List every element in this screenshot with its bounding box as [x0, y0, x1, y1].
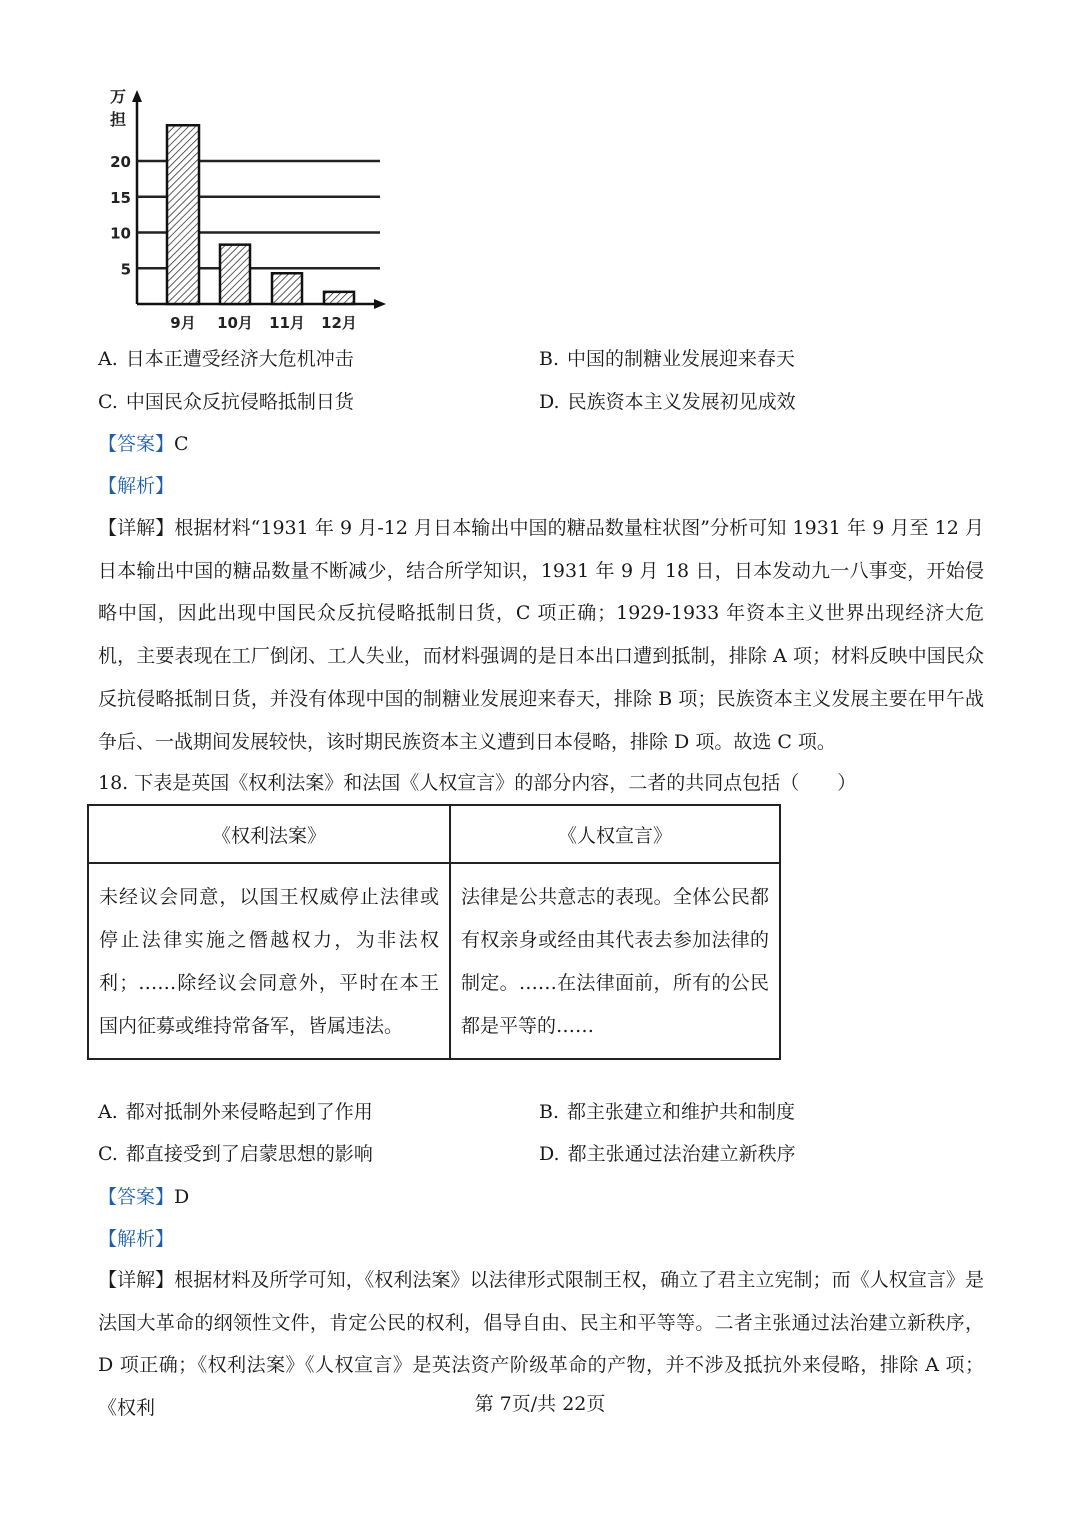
- x-tick-label: 9月: [170, 314, 196, 332]
- q17-detail: [98, 507, 984, 763]
- q17-analysis-tag: 【解析】: [98, 475, 175, 497]
- q17-answer: [98, 432, 189, 456]
- option-letter: C.: [98, 1143, 118, 1165]
- q18-answer: [98, 1185, 189, 1209]
- option-text: 中国民众反抗侵略抵制日货: [125, 391, 354, 413]
- table-header-bill-of-rights: 《权利法案》: [88, 805, 450, 863]
- x-tick-label: 11月: [269, 314, 305, 332]
- bar-9月: [167, 125, 199, 304]
- bar-11月: [272, 273, 302, 304]
- y-tick-label: 20: [110, 153, 131, 171]
- option-letter: A.: [98, 348, 118, 370]
- detail-text: 根据材料及所学可知，《权利法案》以法律形式限制王权，确立了君主立宪制；而《人权宣言》是法国大革命的纲领性文件，肯定公民的权利，倡导自由、民主和平等等。二者主张通过法治建立新秩序，D 项正确；《权利法案》《人权宣言》是英法资产阶级革命的产物，并不涉及抵抗外来侵略，排除 A 项；《权利: [98, 1269, 984, 1420]
- option-text: 日本正遭受经济大危机冲击: [125, 348, 354, 370]
- q18-option-b: [539, 1100, 795, 1124]
- q18-option-a: [98, 1100, 373, 1124]
- bar-12月: [324, 292, 354, 304]
- option-text: 中国的制糖业发展迎来春天: [567, 348, 796, 370]
- detail-tag: 【详解】: [98, 1269, 175, 1291]
- option-text: 都主张通过法治建立新秩序: [567, 1143, 796, 1165]
- option-letter: D.: [539, 391, 560, 413]
- q18-stem: 18. 下表是英国《权利法案》和法国《人权宣言》的部分内容，二者的共同点包括（ ）: [98, 772, 857, 794]
- q17-option-d: [539, 390, 796, 414]
- y-tick-label: 15: [110, 188, 131, 207]
- q17-option-a: [98, 347, 354, 371]
- option-text: 民族资本主义发展初见成效: [567, 391, 796, 413]
- option-letter: C.: [98, 391, 118, 413]
- q18-analysis-tag: 【解析】: [98, 1228, 175, 1250]
- q18-option-c: [98, 1142, 373, 1166]
- q17-option-c: [98, 390, 354, 414]
- y-tick-label: 5: [120, 260, 131, 279]
- x-axis-arrow: [374, 299, 386, 309]
- option-letter: B.: [539, 348, 560, 370]
- q18-option-d: [539, 1142, 796, 1166]
- option-text: 都主张建立和维护共和制度: [567, 1101, 796, 1123]
- option-letter: A.: [98, 1101, 118, 1123]
- option-letter: D.: [539, 1143, 560, 1165]
- table-header-declaration: 《人权宣言》: [450, 805, 780, 863]
- option-text: 都对抵制外来侵略起到了作用: [125, 1101, 373, 1123]
- page-footer: 第 7页/共 22页: [474, 1393, 606, 1415]
- comparison-table: [87, 804, 781, 1060]
- table-cell-bill-of-rights: 未经议会同意，以国王权威停止法律或停止法律实施之僭越权力，为非法权利；……除经议会同意外，平时在本王国内征募或维持常备军，皆属违法。: [88, 863, 450, 1059]
- bar-10月: [220, 245, 250, 304]
- q17-option-b: [539, 347, 795, 371]
- y-tick-label: 10: [110, 224, 131, 243]
- answer-value: D: [174, 1186, 190, 1208]
- table-cell-declaration: 法律是公共意志的表现。全体公民都有权亲身或经由其代表去参加法律的制定。……在法律面前，所有的公民都是平等的……: [450, 863, 780, 1059]
- x-tick-label: 10月: [217, 314, 253, 332]
- option-text: 都直接受到了启蒙思想的影响: [125, 1143, 373, 1165]
- y-axis-label-top: 万: [110, 87, 127, 106]
- detail-text: 根据材料“1931 年 9 月-12 月日本输出中国的糖品数量柱状图”分析可知 1931 年 9 月至 12 月日本输出中国的糖品数量不断减少，结合所学知识，1931 年 9 月 18 日，日本发动九一八事变，开始侵略中国，因此出现中国民众反抗侵略抵制日货，C 项正确；1929-1933 年资本主义世界出现经济大危机，主要表现在工厂倒闭、工人失业，而材料强调的是日本出口遭到抵制，排除 A 项；材料反映中国民众反抗侵略抵制日货，并没有体现中国的制糖业发展迎来春天，排除 B 项；民族资本主义发展主要在甲午战争后、一战期间发展较快，该时期民族资本主义遭到日本侵略，排除 D 项。故选 C 项。: [98, 517, 984, 753]
- y-axis-label-bottom: 担: [110, 110, 127, 129]
- option-letter: B.: [539, 1101, 560, 1123]
- detail-tag: 【详解】: [98, 517, 175, 539]
- x-tick-label: 12月: [321, 314, 357, 332]
- answer-tag: 【答案】: [98, 1186, 175, 1208]
- answer-value: C: [174, 433, 189, 455]
- sugar-export-chart: [100, 80, 400, 340]
- answer-tag: 【答案】: [98, 433, 175, 455]
- y-axis-arrow: [132, 90, 142, 102]
